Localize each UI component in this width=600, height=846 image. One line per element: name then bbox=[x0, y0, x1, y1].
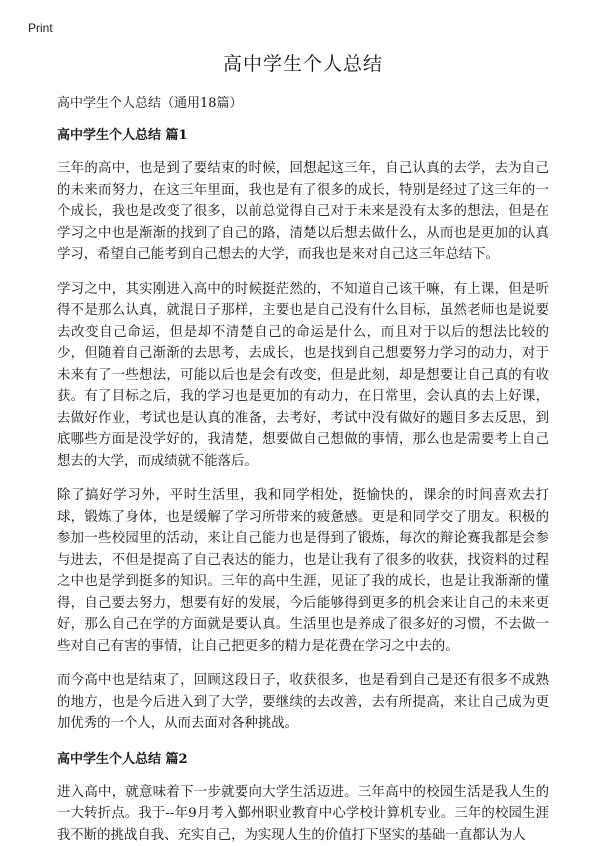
section-heading-1: 高中学生个人总结 篇1 bbox=[57, 127, 549, 145]
document-subtitle: 高中学生个人总结（通用18篇） bbox=[57, 95, 549, 113]
section-heading-2: 高中学生个人总结 篇2 bbox=[57, 751, 549, 769]
paragraph: 除了搞好学习外，平时生活里，我和同学相处，挺愉快的，课余的时间喜欢去打球，锻炼了身体，也是缓解了学习所带来的疲惫感。更是和同学交了朋友。积极的参加一些校园里的活动，来让自己能力也是得到了锻炼，每次的辩论赛我都是会参与进去，不但是提高了自己表达的能力，也是让我有了很多的收获，找资料的过程之中也是学到挺多的知识。三年的高中生涯，见证了我的成长，也是让我渐渐的懂得，自己要去努力，想要有好的发展，今后能够得到更多的机会来让自己的未来更好，那么自己在学的方面就是要认真。生活里也是养成了很多好的习惯，不去做一些对自己有害的事情，让自己把更多的精力是花费在学习之中去的。 bbox=[57, 485, 549, 657]
paragraph: 而今高中也是结束了，回顾这段日子，收获很多，也是看到自己是还有很多不成熟的地方，也是今后进入到了大学，要继续的去改善，去有所提高，来让自己成为更加优秀的一个人，从而去面对各种挑战。 bbox=[57, 670, 549, 735]
page-title: 高中学生个人总结 bbox=[57, 52, 549, 76]
document-page bbox=[57, 52, 549, 846]
paragraph: 进入高中，就意味着下一步就要向大学生活迈进。三年高中的校园生活是我人生的一大转折点。我于--年9月考入鄞州职业教育中心学校计算机专业。三年的校园生涯我不断的挑战自我、充实自己，为实现人生的价值打下坚实的基础一直都认为人 bbox=[57, 782, 549, 846]
paragraph: 学习之中，其实刚进入高中的时候挺茫然的，不知道自己该干嘛，有上课，但是听得不是那么认真，就混日子那样，主要也是自己没有什么目标，虽然老师也是说要去改变自己命运，但是却不清楚自己的命运是什么，而且对于以后的想法比较的少，但随着自己渐渐的去思考，去成长，也是找到自己想要努力学习的动力，对于未来有了一些想法，可能以后也是会有改变，但是此刻，却是想要让自己真的有收获。有了目标之后，我的学习也是更加的有动力，在日常里，会认真的去上好课，去做好作业，考试也是认真的准备，去考好，考试中没有做好的题目多去反思，到底哪些方面是没学好的，我清楚，想要做自己想做的事情，那么也是需要考上自己想去的大学，而成绩就不能落后。 bbox=[57, 279, 549, 473]
print-link[interactable]: Print bbox=[28, 21, 53, 35]
paragraph: 三年的高中，也是到了要结束的时候，回想起这三年，自己认真的去学，去为自己的未来而努力，在这三年里面，我也是有了很多的成长，特别是经过了这三年的一个成长，我也是改变了很多，以前总觉得自己对于未来是没有太多的想法，但是在学习之中也是渐渐的找到了自己的路，清楚以后想去做什么，从而也是更加的认真学习，希望自己能考到自己想去的大学，而我也是来对自己这三年总结下。 bbox=[57, 158, 549, 266]
